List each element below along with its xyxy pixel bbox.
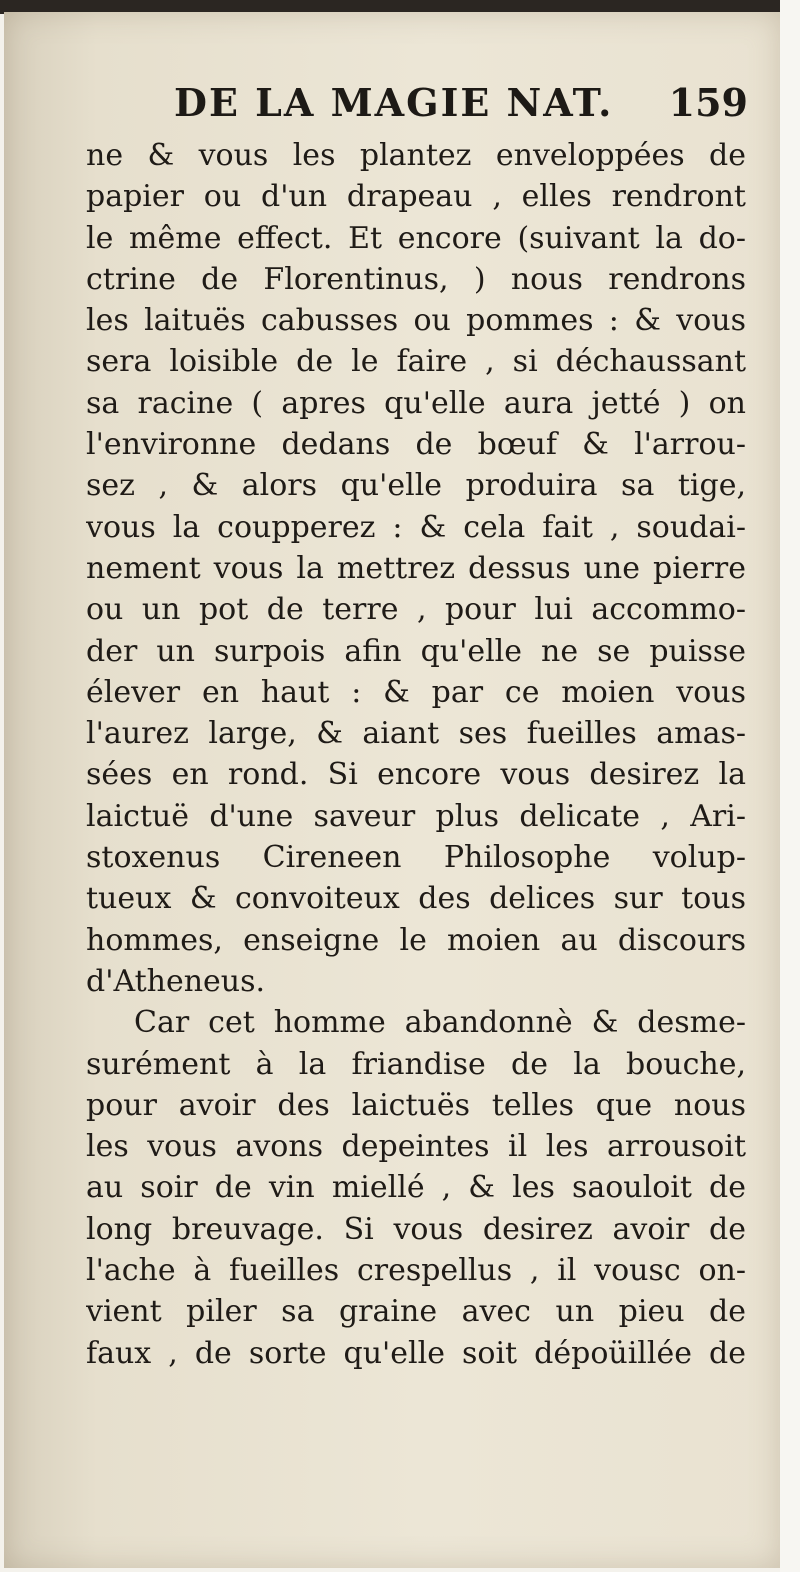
text-line: élever en haut : & par ce moien vous — [86, 674, 746, 710]
text-line: au soir de vin miellé , & les saouloit de — [86, 1170, 746, 1206]
running-title: DE LA MAGIE NAT. — [174, 80, 614, 125]
text-line: les laituës cabusses ou pommes : & vous — [86, 303, 746, 339]
text-line: l'aurez large, & aiant ses fueilles amas- — [86, 716, 746, 752]
text-line: sera loisible de le faire , si déchaussant — [86, 344, 746, 380]
text-line: sez , & alors qu'elle produira sa tige, — [86, 468, 746, 504]
text-line: tueux & convoiteux des delices sur tous — [86, 881, 746, 917]
scan-right-margin — [780, 0, 800, 1572]
body-text — [86, 135, 746, 1374]
text-line: vous la coupperez : & cela fait , soudai- — [86, 509, 746, 545]
text-line: nement vous la mettrez dessus une pierre — [86, 550, 746, 586]
text-line: pour avoir des laictuës telles que nous — [86, 1087, 746, 1123]
text-line: der un surpois afin qu'elle ne se puisse — [86, 633, 746, 669]
page-header — [88, 80, 748, 140]
text-line: papier ou d'un drapeau , elles rendront — [86, 179, 746, 215]
text-line: ou un pot de terre , pour lui accommo- — [86, 592, 746, 628]
text-line: d'Atheneus. — [86, 963, 266, 999]
text-line: l'ache à fueilles crespellus , il vousc on- — [86, 1253, 746, 1289]
text-line: le même effect. Et encore (suivant la do- — [86, 220, 746, 256]
text-line: l'environne dedans de bœuf & l'arrou- — [86, 427, 746, 463]
text-line: surément à la friandise de la bouche, — [86, 1046, 746, 1082]
text-line: ne & vous les plantez enveloppées de — [86, 138, 746, 173]
text-line: les vous avons depeintes il les arrousoit — [86, 1129, 746, 1165]
text-line: ctrine de Florentinus, ) nous rendrons — [86, 261, 746, 297]
text-line: sées en rond. Si encore vous desirez la — [86, 757, 746, 793]
paragraph-1 — [86, 135, 746, 1002]
text-line: vient piler sa graine avec un pieu de — [86, 1294, 746, 1330]
page-number: 159 — [668, 80, 748, 125]
text-line: sa racine ( apres qu'elle aura jetté ) on — [86, 385, 746, 421]
text-line: long breuvage. Si vous desirez avoir de — [86, 1211, 746, 1247]
text-line: hommes, enseigne le moien au discours — [86, 922, 746, 958]
text-line: stoxenus Cireneen Philosophe volup- — [86, 840, 746, 876]
text-line: Car cet homme abandonnè & desme- — [134, 1005, 746, 1041]
paragraph-2 — [86, 1002, 746, 1374]
text-line: laictuë d'une saveur plus delicate , Ari- — [86, 798, 746, 834]
text-line: faux , de sorte qu'elle soit dépoüillée de — [86, 1335, 746, 1371]
